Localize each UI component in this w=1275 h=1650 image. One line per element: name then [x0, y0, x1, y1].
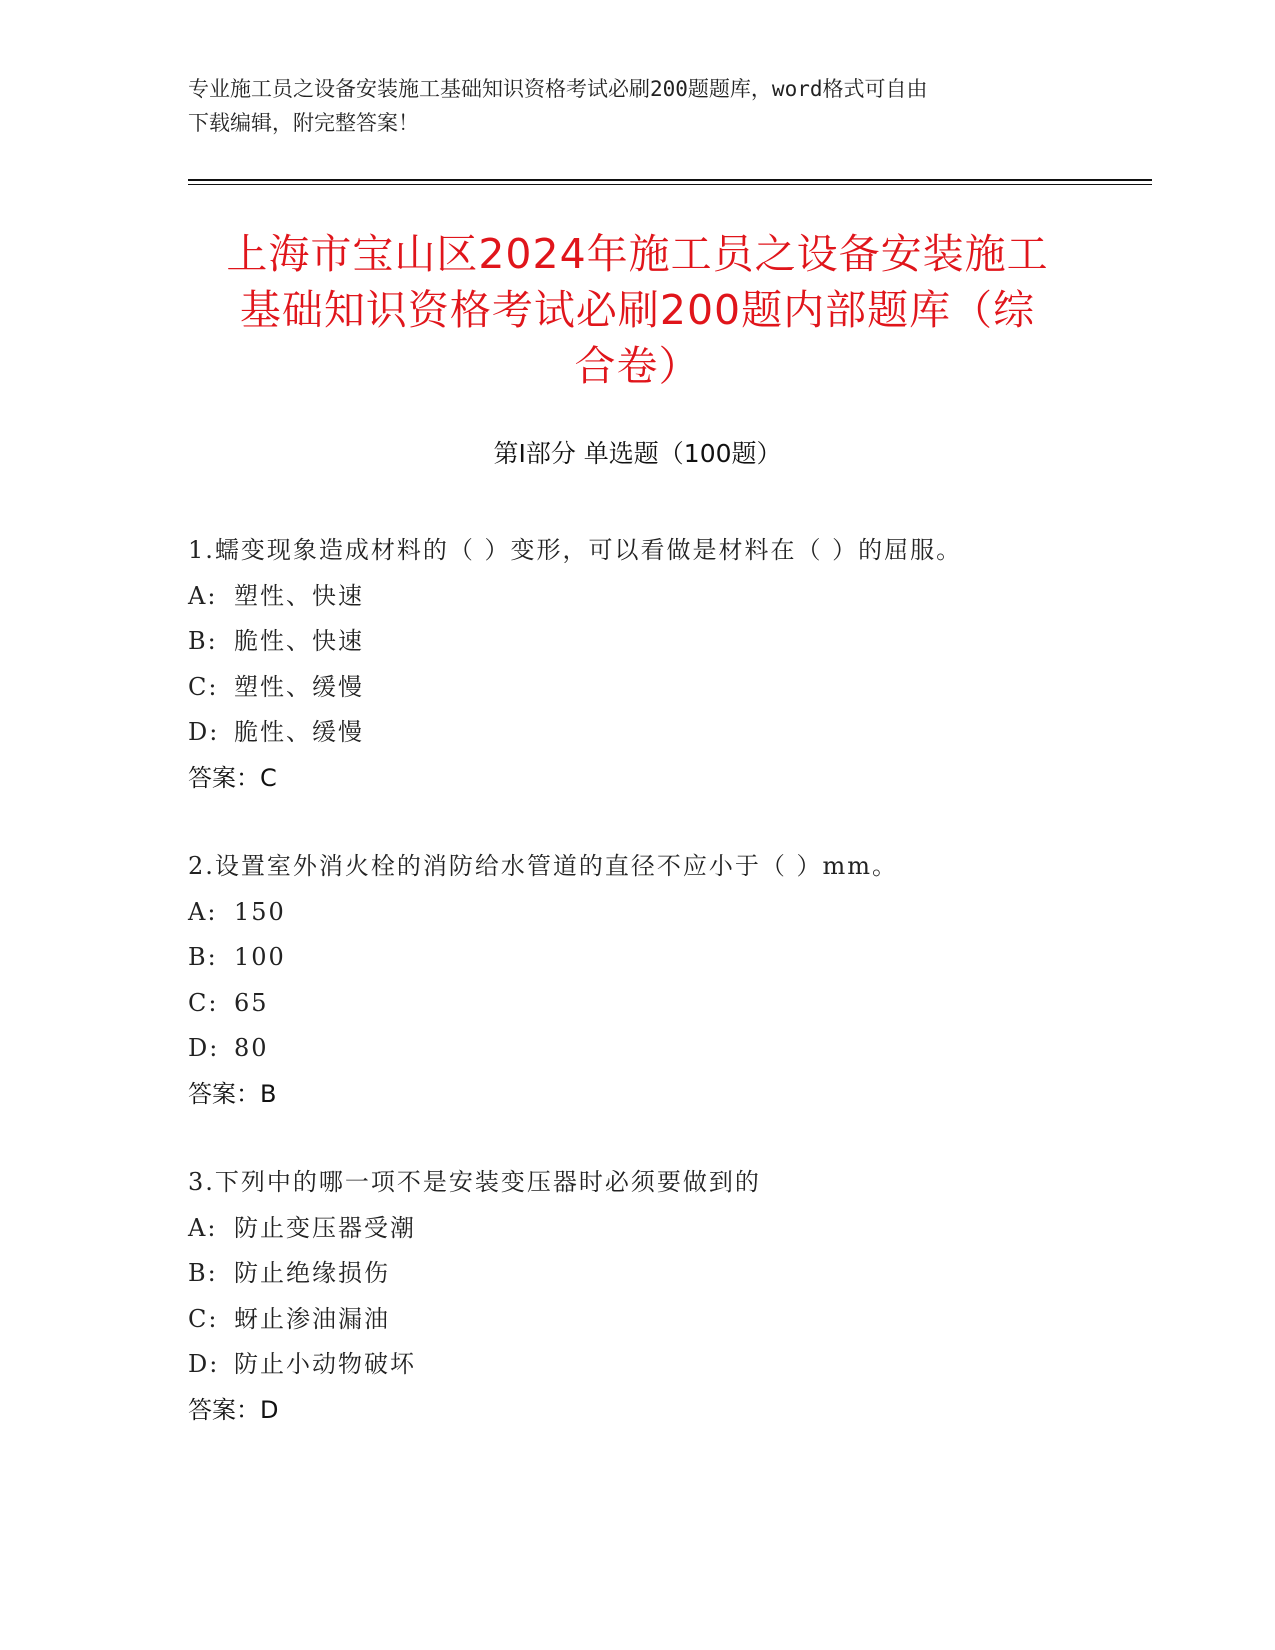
option-d: [188, 1026, 1148, 1072]
option-text: 塑性、缓慢: [234, 672, 364, 701]
option-c: [188, 981, 1148, 1027]
option-key: B:: [188, 627, 218, 655]
title-line-1: 上海市宝山区2024年施工员之设备安装施工: [226, 230, 1049, 278]
header-note-line-1: 专业施工员之设备安装施工基础知识资格考试必刷200题题库，word格式可自由: [188, 77, 928, 101]
header-divider-thick: [188, 179, 1152, 181]
section-heading: 第Ⅰ部分 单选题（100题）: [493, 439, 782, 468]
option-key: A:: [188, 581, 218, 610]
question-text: 1.蠕变现象造成材料的（ ）变形，可以看做是材料在（ ）的屈服。: [188, 536, 963, 564]
option-d: [188, 1342, 1148, 1388]
option-b: [188, 1251, 1148, 1297]
option-key: D:: [188, 1350, 220, 1378]
option-a: [188, 574, 1148, 620]
option-a: [188, 1206, 1148, 1252]
option-c: [188, 1297, 1148, 1343]
option-d: [188, 710, 1148, 756]
answer-text: 答案：B: [188, 1079, 277, 1108]
option-key: C:: [188, 988, 219, 1017]
answer-text: 答案：D: [188, 1395, 279, 1424]
option-a: [188, 890, 1148, 936]
question-text: 3.下列中的哪一项不是安装变压器时必须要做到的: [188, 1168, 761, 1196]
title-line-2: 基础知识资格考试必刷200题内部题库（综: [239, 286, 1036, 334]
option-text: 150: [234, 897, 286, 926]
option-text: 脆性、快速: [234, 627, 364, 655]
header-divider-thin: [188, 184, 1152, 185]
option-text: 蚜止渗油漏油: [234, 1304, 390, 1333]
option-key: B:: [188, 1259, 218, 1287]
document-title: [160, 226, 1115, 394]
option-text: 100: [234, 943, 286, 971]
option-text: 防止绝缘损伤: [234, 1259, 390, 1287]
question-item: [188, 1160, 1148, 1433]
option-text: 防止变压器受潮: [234, 1213, 416, 1242]
header-note-line-2: 下载编辑，附完整答案！: [188, 111, 419, 135]
option-b: [188, 619, 1148, 665]
title-line-3: 合卷）: [574, 342, 701, 390]
option-key: D:: [188, 718, 220, 746]
question-text: 2.设置室外消火栓的消防给水管道的直径不应小于（ ）mm。: [188, 852, 899, 880]
option-text: 65: [234, 988, 269, 1017]
option-b: [188, 935, 1148, 981]
option-key: B:: [188, 943, 218, 971]
option-text: 80: [234, 1034, 269, 1062]
question-item: [188, 844, 1148, 1117]
option-c: [188, 665, 1148, 711]
option-key: A:: [188, 897, 218, 926]
option-text: 脆性、缓慢: [234, 718, 364, 746]
document-header-note: [188, 72, 1088, 140]
option-text: 塑性、快速: [234, 581, 364, 610]
option-text: 防止小动物破坏: [234, 1350, 416, 1378]
question-list: [188, 528, 1148, 1476]
answer-text: 答案：C: [188, 763, 277, 792]
option-key: C:: [188, 672, 219, 701]
question-item: [188, 528, 1148, 801]
option-key: A:: [188, 1213, 218, 1242]
option-key: C:: [188, 1304, 219, 1333]
option-key: D:: [188, 1034, 220, 1062]
